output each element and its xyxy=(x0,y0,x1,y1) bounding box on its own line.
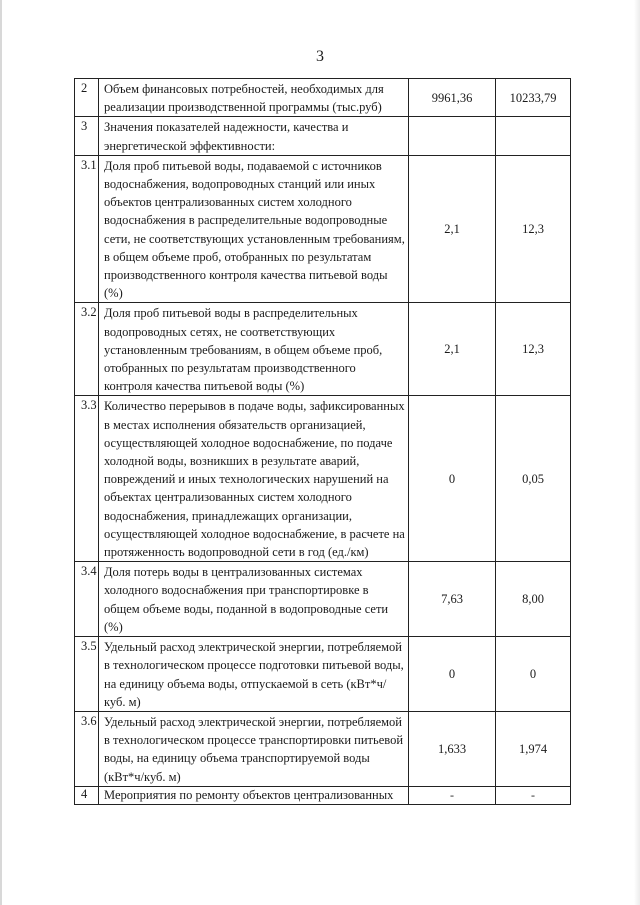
indicator-text: Мероприятия по ремонту объектов централизованных xyxy=(99,786,409,804)
row-number: 4 xyxy=(75,786,99,804)
row-number: 3 xyxy=(75,117,99,155)
table-row xyxy=(75,786,571,804)
value-cell-2 xyxy=(496,117,571,155)
value-cell-1 xyxy=(409,117,496,155)
indicator-text: Удельный расход электрической энергии, потребляемой в технологическом процессе подготовки питьевой воды, на единицу объема воды, отпускаемой в сеть (кВт*ч/куб. м) xyxy=(99,637,409,712)
value-cell-2: 12,3 xyxy=(496,303,571,396)
value-cell-1: 0 xyxy=(409,637,496,712)
indicator-text: Значения показателей надежности, качества и энергетической эффективности: xyxy=(99,117,409,155)
table-row xyxy=(75,637,571,712)
value-cell-1: 1,633 xyxy=(409,711,496,786)
indicator-text: Доля проб питьевой воды, подаваемой с источников водоснабжения, водопроводных станций или иных объектов централизованных систем холодного водоснабжения в распределительные водопроводные сети, не соответствующих установленным требованиям, в общем объеме проб, отобранных по результатам производственного контроля качества питьевой воды (%) xyxy=(99,155,409,303)
table-row xyxy=(75,711,571,786)
indicator-text: Количество перерывов в подаче воды, зафиксированных в местах исполнения обязательств организацией, осуществляющей холодное водоснабжение, по подаче холодной воды, возникших в результате аварий, повреждений и иных технологических нарушений на объектах централизованных систем холодного водоснабжения, принадлежащих организации, осуществляющей холодное водоснабжение, в расчете на протяженность водопроводной сети в год (ед./км) xyxy=(99,396,409,562)
value-cell-1: 2,1 xyxy=(409,155,496,303)
table-row xyxy=(75,155,571,303)
value-cell-1: 0 xyxy=(409,396,496,562)
value-cell-1: 9961,36 xyxy=(409,79,496,117)
value-cell-1: 7,63 xyxy=(409,562,496,637)
value-cell-1: 2,1 xyxy=(409,303,496,396)
scan-edge-right xyxy=(634,0,640,905)
scan-edge-left xyxy=(0,0,2,905)
row-number: 3.4 xyxy=(75,562,99,637)
row-number: 3.5 xyxy=(75,637,99,712)
value-cell-2: 12,3 xyxy=(496,155,571,303)
value-cell-2: 0,05 xyxy=(496,396,571,562)
value-cell-2: 1,974 xyxy=(496,711,571,786)
value-cell-1: - xyxy=(409,786,496,804)
value-cell-2: - xyxy=(496,786,571,804)
table-row xyxy=(75,79,571,117)
row-number: 3.6 xyxy=(75,711,99,786)
indicator-text: Объем финансовых потребностей, необходимых для реализации производственной программы (тыс.руб) xyxy=(99,79,409,117)
table-row xyxy=(75,117,571,155)
table-row xyxy=(75,396,571,562)
value-cell-2: 8,00 xyxy=(496,562,571,637)
indicators-table xyxy=(74,78,571,805)
table-row xyxy=(75,303,571,396)
value-cell-2: 0 xyxy=(496,637,571,712)
row-number: 2 xyxy=(75,79,99,117)
indicator-text: Удельный расход электрической энергии, потребляемой в технологическом процессе транспортировки питьевой воды, на единицу объема транспортируемой воды (кВт*ч/куб. м) xyxy=(99,711,409,786)
page-number: 3 xyxy=(316,48,324,65)
row-number: 3.2 xyxy=(75,303,99,396)
value-cell-2: 10233,79 xyxy=(496,79,571,117)
row-number: 3.1 xyxy=(75,155,99,303)
indicator-text: Доля потерь воды в централизованных системах холодного водоснабжения при транспортировке в общем объеме воды, поданной в водопроводные сети (%) xyxy=(99,562,409,637)
table-row xyxy=(75,562,571,637)
row-number: 3.3 xyxy=(75,396,99,562)
indicator-text: Доля проб питьевой воды в распределительных водопроводных сетях, не соответствующих установленным требованиям, в общем объеме проб, отобранных по результатам производственного контроля качества питьевой воды (%) xyxy=(99,303,409,396)
